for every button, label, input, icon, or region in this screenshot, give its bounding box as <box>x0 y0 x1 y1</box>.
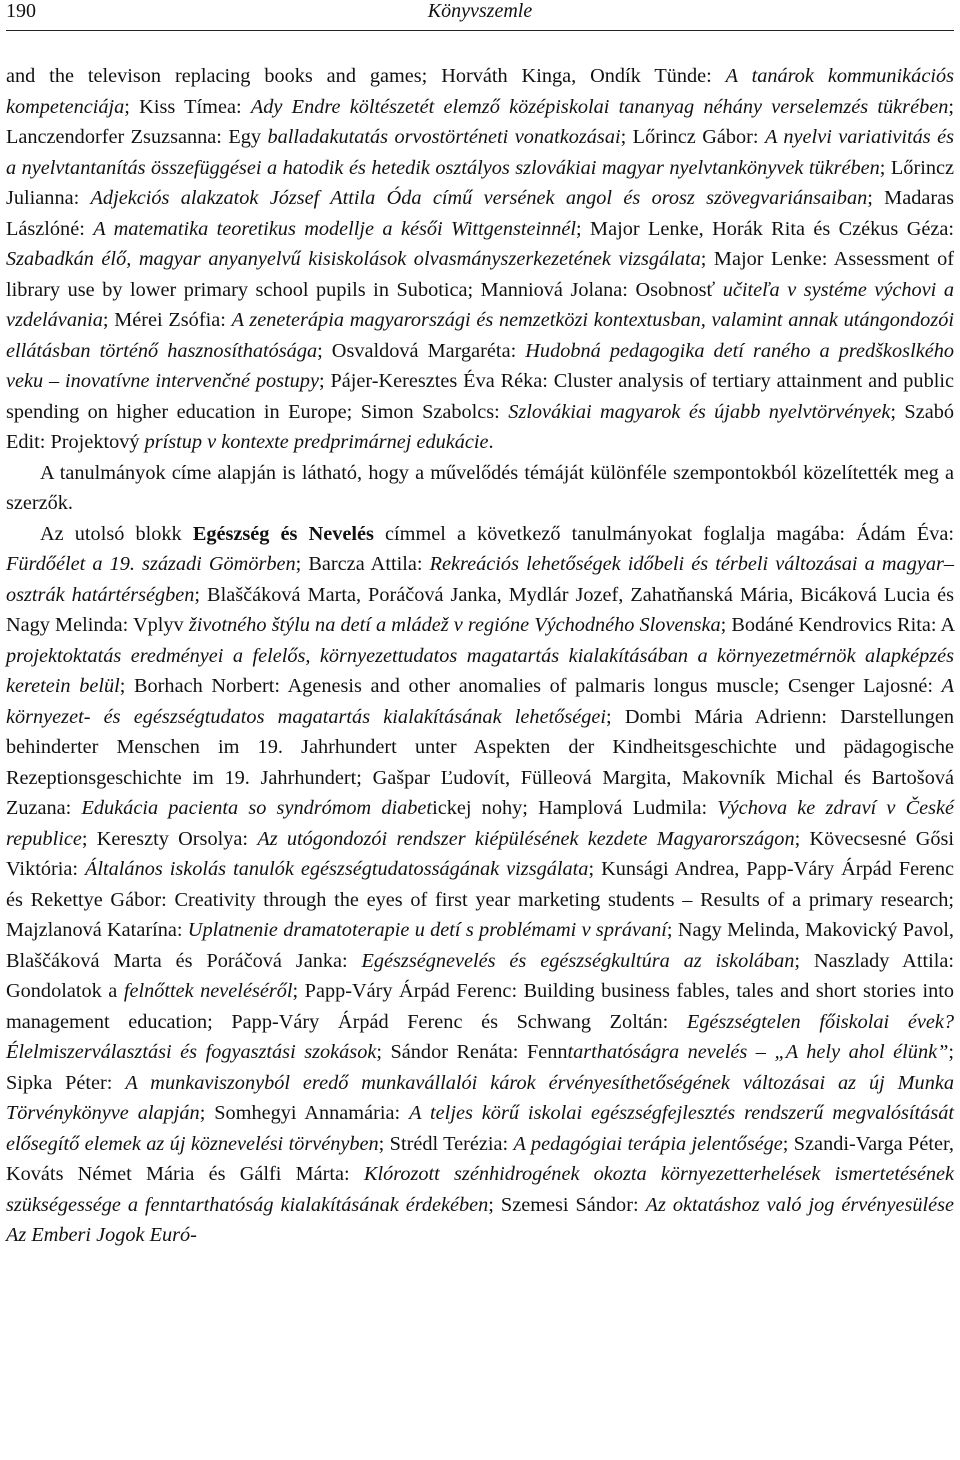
paragraph-conference-papers-continued <box>6 61 954 458</box>
text-run: ; Sipka Péter: <box>6 1041 955 1094</box>
page-body <box>6 61 954 1251</box>
page-number: 190 <box>6 0 36 22</box>
text-run: ; Bodáné Kendrovics Rita: A <box>720 614 954 636</box>
text-run: ; Osvaldová Margaréta: <box>317 339 526 362</box>
title-run: A tanárok kommunikációs kompetenciája <box>6 65 954 118</box>
running-title: Könyvszemle <box>427 0 533 22</box>
text-run: ickej nohy; Hamplová Ludmila: <box>432 797 718 819</box>
text-run: ; Szandi-Varga Péter, Kováts Német Mária és Gálfi Márta: <box>6 1132 954 1185</box>
text-run: ; Pájer-Keresztes Éva Réka: Cluster analysis of tertiary attainment and public spending on higher education in Europe; Simon Szabolcs: <box>6 370 954 423</box>
title-run: Általános iskolás tanulók egészségtudatosságának vizsgálata <box>85 858 589 880</box>
title-run: A környezet- és egészségtudatos magatartás kialakításának lehetőségei <box>6 675 954 728</box>
title-run: učiteľa v systéme výchovi a vzdelávania <box>6 278 954 331</box>
title-run: Szlovákiai magyarok és újabb nyelvtörvények <box>508 400 891 423</box>
text-run: ; Strédl Terézia: <box>378 1132 514 1155</box>
title-run: Hudobná pedagogika detí raného a predškoslkého veku – inovatívne intervenčné postupy <box>6 339 954 392</box>
text-run: ; Szemesi Sándor: <box>488 1193 646 1216</box>
text-run: ; Sándor Renáta: Fenn <box>376 1041 568 1063</box>
title-run: Szabadkán élő, magyar anyanyelvű kisiskolások olvasmányszerkezetének vizsgálata <box>6 248 701 270</box>
text-run: ; Kövecsesné Gősi Viktória: <box>6 827 955 880</box>
title-run: Ady Endre költészetét elemző középiskolai tananyag néhány verselemzés tükrében <box>250 95 949 118</box>
text-run: ; Lőrincz Julianna: <box>6 156 954 209</box>
title-run: A munkaviszonyból eredő munkavállalói károk érvényesíthetőségének változásai az új Munka Törvénykönyve alapján <box>6 1071 954 1124</box>
title-run: Edukácia pacienta so syndrómom diabet <box>81 797 433 819</box>
text-run: ; Nagy Melinda, Makovický Pavol, Blaščáková Marta és Poráčová Janka: <box>6 919 954 972</box>
title-run: Výchova ke zdraví v České republice <box>6 797 955 850</box>
text-run: ; Kunsági Andrea, Papp-Váry Árpád Ferenc és Rekettye Gábor: Creativity through the eyes of first year marketing students – Results of a primary research; Majzlanová Katarína: <box>6 858 954 941</box>
text-run: Az utolsó blokk <box>40 522 193 545</box>
title-run: životného štýlu na detí a mládež v regióne Východného Slovenska <box>188 614 721 636</box>
text-run: ; Naszlady Attila: Gondolatok a <box>6 949 954 1002</box>
title-run: Klórozott szénhidrogének okozta környezetterhelések ismertetésének szükségessége a fenntarthatóság kialakításának érdekében <box>6 1163 954 1216</box>
text-run: ; Dombi Mária Adrienn: Darstellungen behinderter Menschen im 19. Jahrhundert unter Aspekten der Kindheitsgeschichte und pädagogische Rezeptionsgeschichte im 19. Jahrhundert; Gašpar Ľudovít, Fülleová Margita, Makovník Michal és Bartošová Zuzana: <box>6 705 954 819</box>
text-run: címmel a következő tanulmányokat foglalja magába: Ádám Éva: <box>373 522 954 545</box>
text-run: ; Major Lenke, Horák Rita és Czékus Géza: <box>576 217 954 240</box>
title-run: Az utógondozói rendszer kiépülésének kezdete Magyarországon <box>257 827 795 850</box>
title-run: projektoktatás eredményei a felelős, környezettudatos magatartás kialakításában a környezetmérnök alapképzés keretein belül <box>6 644 954 697</box>
text-run: ; Mérei Zsófia: <box>102 309 232 331</box>
text-run: ; Barcza Attila: <box>295 553 430 575</box>
title-run: Az oktatáshoz való jog érvényesülése Az Emberi Jogok Euró- <box>6 1193 955 1246</box>
text-run: A tanulmányok címe alapján is látható, hogy a művelődés témáját különféle szempontokból közelítették meg a szerzők. <box>6 461 954 514</box>
text-run: ; Papp-Váry Árpád Ferenc: Building business fables, tales and short stories into management education; Papp-Váry Árpád Ferenc és Schwang Zoltán: <box>6 980 954 1033</box>
text-run: ; Kereszty Orsolya: <box>81 827 258 850</box>
text-run: ; Kiss Tímea: <box>124 95 251 118</box>
text-run: ; Blaščáková Marta, Poráčová Janka, Mydlár Jozef, Zahatňanská Mária, Bicáková Lucia és Nagy Melinda: Vplyv <box>6 583 954 636</box>
title-run: felnőttek neveléséről <box>123 980 293 1002</box>
title-run: Rekreációs lehetőségek időbeli és térbeli változásai a magyar–osztrák határtérségben <box>6 553 955 606</box>
title-run: A zeneterápia magyarországi és nemzetközi kontextusban, valamint annak utángondozói ellátásban történő hasznosíthatósága <box>6 309 954 362</box>
title-run: A pedagógiai terápia jelentősége <box>513 1132 783 1155</box>
title-run: A nyelvi variativitás és a nyelvtantanítás összefüggései a hatodik és hetedik osztályos szlovákiai magyar nyelvtankönyvek tükrében <box>6 126 954 179</box>
title-run: Egészségnevelés és egészségkultúra az iskolában <box>361 949 795 972</box>
title-run: A matematika teoretikus modellje a késői Wittgensteinnél <box>93 217 577 240</box>
title-run: prístup v kontexte predprimárnej edukácie <box>144 431 489 453</box>
section-name: Egészség és Nevelés <box>192 522 374 545</box>
text-run: ; Major Lenke: Assessment of library use by lower primary school pupils in Subotica; Manniová Jolana: Osobnosť <box>6 248 954 301</box>
paragraph-summary <box>6 458 954 519</box>
text-run: ; Lanczendorfer Zsuzsanna: Egy <box>6 95 954 148</box>
text-run: ; Szabó Edit: Projektový <box>6 400 955 453</box>
title-run: A teljes körű iskolai egészségfejlesztés rendszerű megvalósítását elősegítő elemek az új köznevelési törvényben <box>6 1102 954 1155</box>
paragraph-health-education-block <box>6 519 954 1251</box>
page-header <box>6 0 954 31</box>
text-run: ; Somhegyi Annamária: <box>199 1102 410 1124</box>
text-run: ; Lőrincz Gábor: <box>620 126 765 148</box>
text-run: ; Madaras Lászlóné: <box>6 187 955 240</box>
title-run: Adjekciós alakzatok József Attila Óda című versének angol és orosz szövegvariánsaiban <box>90 187 868 209</box>
text-run: . <box>488 431 494 453</box>
text-run: ; Borhach Norbert: Agenesis and other anomalies of palmaris longus muscle; Csenger Lajosné: <box>119 675 942 697</box>
title-run: Uplatnenie dramatoterapie u detí s problémami v správaní <box>187 919 667 941</box>
title-run: Fürdőélet a 19. századi Gömörben <box>6 553 296 575</box>
title-run: tarthatóságra nevelés – „A hely ahol élünk” <box>567 1041 949 1063</box>
title-run: Egészségtelen főiskolai évek? Élelmiszerválasztási és fogyasztási szokások <box>6 1010 954 1063</box>
text-run: and the televison replacing books and games; Horváth Kinga, Ondík Tünde: <box>6 65 726 87</box>
title-run: balladakutatás orvostörténeti vonatkozásai <box>267 126 621 148</box>
